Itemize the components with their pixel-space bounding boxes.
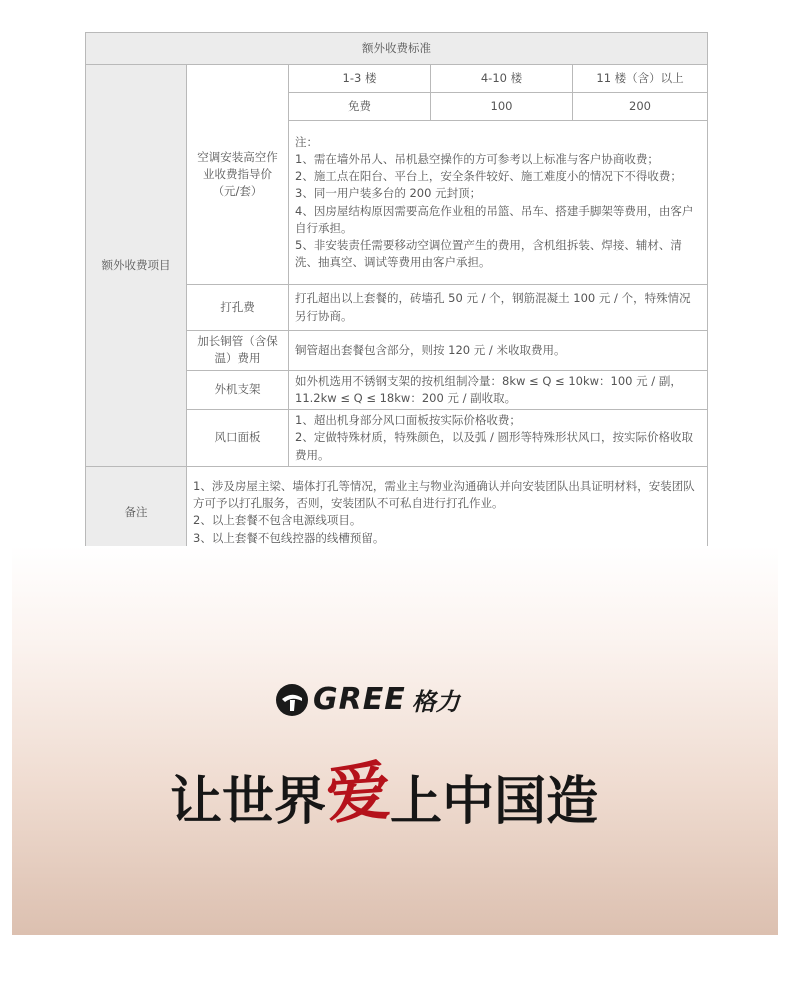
- price-2: 100: [431, 93, 573, 121]
- note-line: 注：: [295, 134, 318, 149]
- section-label: 额外收费项目: [86, 65, 187, 467]
- slogan: [170, 742, 598, 834]
- gree-cn-wordmark: 格力: [411, 687, 460, 716]
- note-line: 2、施工点在阳台、平台上，安全条件较好、施工难度小的情况下不得收费；: [295, 169, 682, 183]
- gree-logo: [275, 682, 460, 717]
- drilling-label: 打孔费: [187, 285, 289, 331]
- remark-line: 1、涉及房屋主梁、墙体打孔等情况，需业主与物业沟通确认并向安装团队出具证明材料，安装团队方可予以打孔服务，否则，安装团队不可私自进行打孔作业。: [193, 478, 695, 510]
- slogan-char: 界: [274, 771, 327, 832]
- slogan-char: 造: [546, 771, 599, 832]
- drilling-text: 打孔超出以上套餐的，砖墙孔 50 元 / 个，钢筋混凝土 100 元 / 个，特殊情况另行协商。: [289, 285, 708, 331]
- bracket-label: 外机支架: [187, 370, 289, 410]
- brand-banner-background: [12, 546, 778, 935]
- remarks-text: [187, 466, 708, 558]
- slogan-char: 上: [390, 771, 443, 832]
- note-line: 1、需在墙外吊人、吊机悬空操作的方可参考以上标准与客户协商收费；: [295, 151, 659, 166]
- note-line: 5、非安装责任需要移动空调位置产生的费用，含机组拆装、焊接、辅材、清洗、抽真空、调试等费用由客户承担。: [295, 238, 682, 270]
- slogan-char: 让: [170, 771, 223, 832]
- floor-col-2: 4-10 楼: [431, 65, 573, 93]
- bracket-text: 如外机选用不锈钢支架的按机组制冷量：8kw ≤ Q ≤ 10kw：100 元 / 副，11.2kw ≤ Q ≤ 18kw：200 元 / 副收取。: [289, 370, 708, 410]
- vent-line: 1、超出机身部分风口面板按实际价格收费；: [295, 413, 521, 427]
- pipe-label: 加长铜管（含保温）费用: [187, 331, 289, 371]
- note-line: 3、同一用户装多台的 200 元封顶；: [295, 186, 482, 201]
- table-header: 额外收费标准: [86, 33, 708, 65]
- vent-label: 风口面板: [187, 410, 289, 467]
- vent-text: [289, 410, 708, 467]
- slogan-char: 中: [442, 771, 495, 832]
- remarks-label: 备注: [86, 466, 187, 558]
- remark-line: 2、以上套餐不包含电源线项目。: [193, 513, 362, 528]
- floor-col-3: 11 楼（含）以上: [573, 65, 708, 93]
- vent-line: 2、定做特殊材质，特殊颜色，以及弧 / 圆形等特殊形状风口，按实际价格收取费用。: [295, 430, 693, 462]
- floor-col-1: 1-3 楼: [289, 65, 431, 93]
- extra-fee-table: [85, 32, 708, 559]
- slogan-char: 国: [494, 771, 547, 832]
- note-line: 4、因房屋结构原因需要高危作业租的吊篮、吊车、搭建手脚架等费用，由客户自行承担。: [295, 203, 694, 235]
- slogan-char: 世: [222, 771, 275, 832]
- price-3: 200: [573, 93, 708, 121]
- gree-swirl-icon: [275, 683, 309, 717]
- price-1: 免费: [289, 93, 431, 121]
- remark-line: 3、以上套餐不包线控器的线槽预留。: [193, 530, 385, 545]
- slogan-char-accent: 爱: [323, 753, 393, 834]
- pipe-text: 铜管超出套餐包含部分，则按 120 元 / 米收取费用。: [289, 331, 708, 371]
- high-altitude-label: 空调安装高空作业收费指导价（元/套）: [187, 65, 289, 285]
- high-altitude-notes: [289, 121, 708, 285]
- gree-wordmark: GREE: [313, 682, 406, 717]
